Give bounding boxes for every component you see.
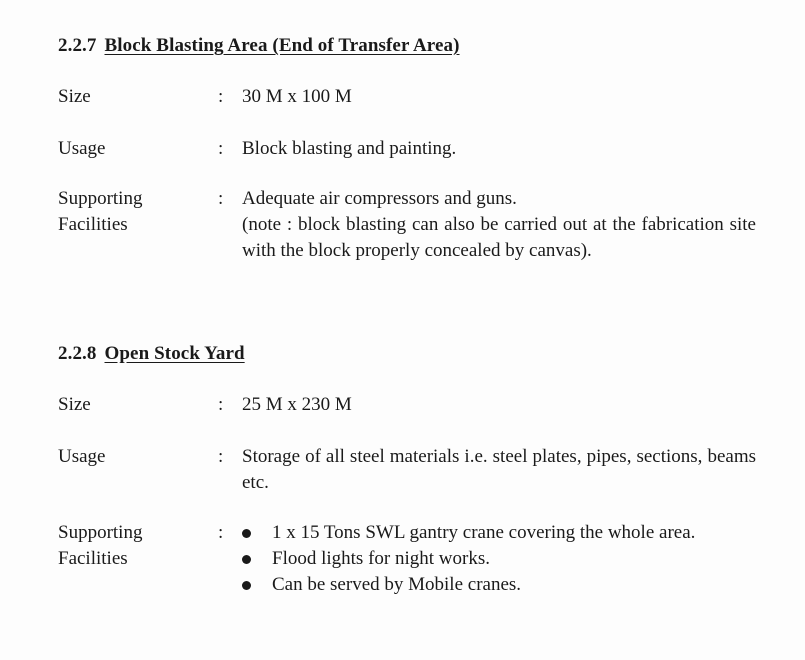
usage-label: Usage <box>58 446 106 467</box>
colon: : <box>218 446 224 467</box>
list-item-text: Flood lights for night works. <box>272 548 490 569</box>
bullet-icon <box>242 555 251 564</box>
section-title: Open Stock Yard <box>104 343 245 364</box>
colon: : <box>218 188 224 209</box>
facilities-list <box>238 520 758 598</box>
supporting-value <box>242 186 756 264</box>
section-heading-2-2-8 <box>58 341 768 367</box>
size-value: 25 M x 230 M <box>242 394 352 415</box>
usage-value: Block blasting and painting. <box>242 138 457 159</box>
supporting-line: Adequate air compressors and guns. <box>242 188 517 209</box>
colon: : <box>218 138 224 159</box>
colon: : <box>218 522 224 543</box>
list-item <box>238 572 758 598</box>
bullet-icon <box>242 581 251 590</box>
supporting-label: Supporting Facilities <box>58 522 143 569</box>
size-label: Size <box>58 394 91 415</box>
supporting-value <box>238 520 758 598</box>
list-item-text: Can be served by Mobile cranes. <box>272 574 522 595</box>
colon: : <box>218 394 224 415</box>
section-heading-2-2-7 <box>58 33 768 59</box>
list-item <box>238 520 758 546</box>
bullet-icon <box>242 529 251 538</box>
section-number: 2.2.7 <box>58 35 97 56</box>
size-value: 30 M x 100 M <box>242 86 352 107</box>
supporting-note: (note : block blasting can also be carried out at the fabrication site with the block properly concealed by canvas). <box>242 214 756 261</box>
usage-value: Storage of all steel materials i.e. steel plates, pipes, sections, beams etc. <box>242 446 756 493</box>
supporting-label: Supporting Facilities <box>58 188 143 235</box>
colon: : <box>218 86 224 107</box>
section-number: 2.2.8 <box>58 343 97 364</box>
list-item-text: 1 x 15 Tons SWL gantry crane covering the whole area. <box>272 522 696 543</box>
size-label: Size <box>58 86 91 107</box>
usage-label: Usage <box>58 138 106 159</box>
section-title: Block Blasting Area (End of Transfer Area) <box>104 35 460 56</box>
list-item <box>238 546 758 572</box>
